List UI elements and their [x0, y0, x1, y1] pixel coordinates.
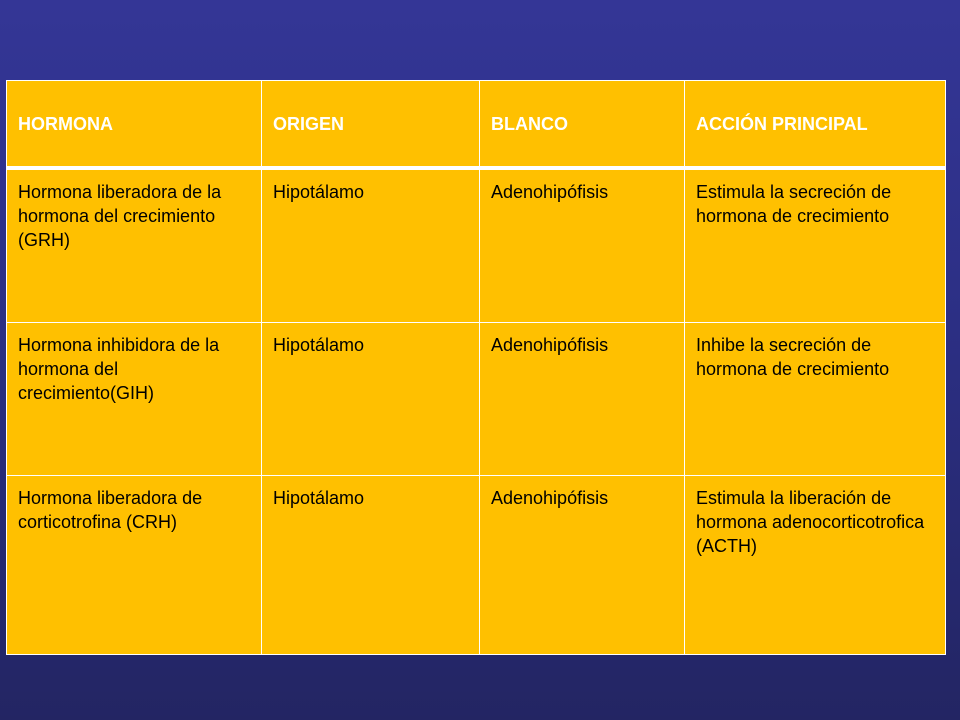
cell-text: Inhibe la secreción de hormona de crecimiento [696, 335, 890, 379]
cell-hormona [7, 168, 262, 323]
cell-hormona [7, 323, 262, 476]
cell-text: Hipotálamo [273, 182, 365, 202]
cell-origen [262, 476, 480, 655]
cell-blanco [480, 476, 685, 655]
cell-text: Adenohipófisis [491, 182, 609, 202]
hormone-table [6, 80, 946, 655]
cell-hormona [7, 476, 262, 655]
header-hormona: HORMONA [7, 81, 262, 169]
cell-text: Hormona liberadora de corticotrofina (CRH) [18, 488, 203, 532]
cell-text: Hipotálamo [273, 488, 365, 508]
header-origen: ORIGEN [262, 81, 480, 169]
table-row [7, 323, 946, 476]
cell-text: Adenohipófisis [491, 335, 609, 355]
table-row [7, 168, 946, 323]
header-accion-principal: ACCIÓN PRINCIPAL [685, 81, 946, 169]
cell-accion [685, 168, 946, 323]
table-header-row [7, 81, 946, 169]
table-row [7, 476, 946, 655]
cell-accion [685, 476, 946, 655]
cell-accion [685, 323, 946, 476]
cell-origen [262, 168, 480, 323]
cell-blanco [480, 168, 685, 323]
cell-text: Estimula la liberación de hormona adenocorticotrofica (ACTH) [696, 488, 925, 556]
header-blanco: BLANCO [480, 81, 685, 169]
cell-origen [262, 323, 480, 476]
cell-blanco [480, 323, 685, 476]
cell-text: Hipotálamo [273, 335, 365, 355]
cell-text: Hormona liberadora de la hormona del crecimiento (GRH) [18, 182, 222, 250]
cell-text: Hormona inhibidora de la hormona del crecimiento(GIH) [18, 335, 220, 403]
cell-text: Adenohipófisis [491, 488, 609, 508]
cell-text: Estimula la secreción de hormona de crecimiento [696, 182, 892, 226]
